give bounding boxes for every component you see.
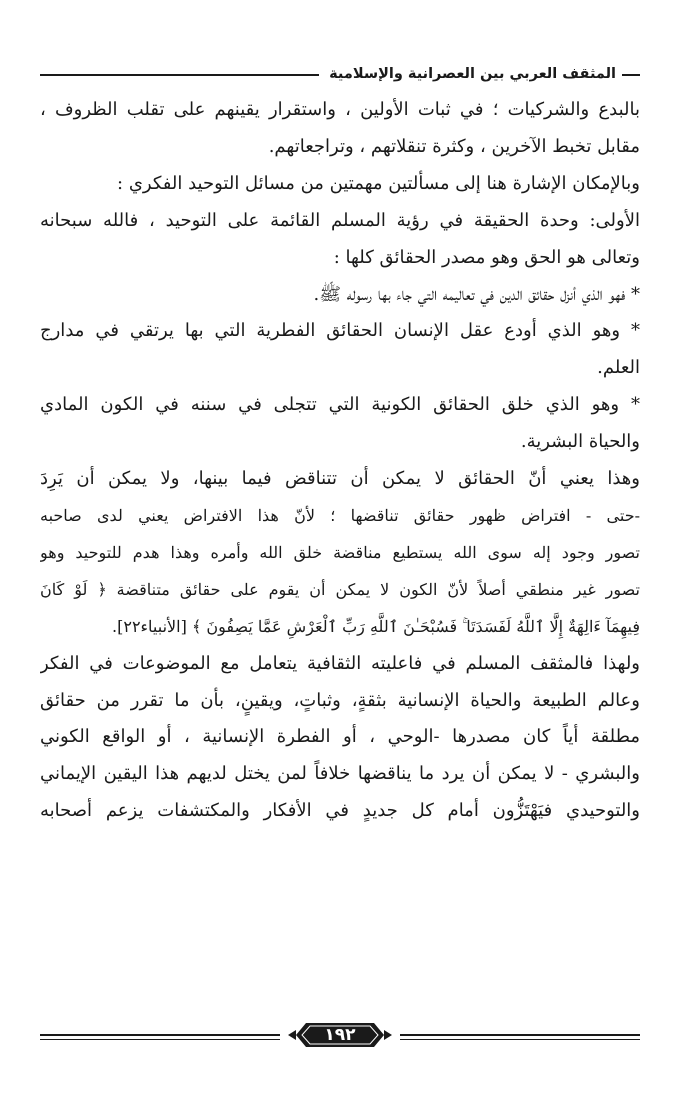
footer-rule-left-thin — [40, 1039, 280, 1040]
footer-rule-right-thin — [400, 1039, 640, 1040]
page-number: ١٩٢ — [324, 1025, 356, 1045]
text-line: الأولى: وحدة الحقيقة في رؤية المسلم القائمة على التوحيد ، فالله سبحانه — [40, 209, 640, 231]
text-line: ولهذا فالمثقف المسلم في فاعليته الثقافية يتعامل مع الموضوعات في الفكر — [40, 652, 640, 674]
text-line: العلم. — [597, 357, 640, 379]
running-header-title: المثقف العربي بين العصرانية والإسلامية — [329, 66, 616, 82]
text-line: والبشري - لا يمكن أن يرد ما يناقضها خلافاً لمن يختل لديهم هذا اليقين الإيماني — [40, 763, 640, 785]
quran-verse-line: فِيهِمَآ ءَالِهَةٌ إِلَّا ٱللَّهُ لَفَسَدَتَا ۚ فَسُبْحَـٰنَ ٱللَّهِ رَبِّ ٱلْعَرْشِ عَمَّا يَصِفُونَ ﴾ [الأنبياء٢٢]. — [112, 616, 640, 636]
text-line: والحياة البشرية. — [520, 431, 640, 453]
text-line: وهذا يعني أنّ الحقائق لا يمكن أن تتناقض فيما بينها، ولا يمكن أن يَرِدَ — [40, 468, 640, 490]
header-rule-right — [622, 74, 640, 76]
text-line: وبالإمكان الإشارة هنا إلى مسألتين مهمتين من مسائل التوحيد الفكري : — [117, 172, 640, 194]
text-line: بالبدع والشركيات ؛ في ثبات الأولين ، واستقرار يقينهم على تقلب الظروف ، — [40, 99, 640, 120]
text-line: والتوحيدي فيَهْتَزُّون أمام كل جديدٍ في الأفكار والمكتشفات يزعم أصحابه — [40, 800, 640, 822]
text-line: -حتى - افتراض ظهور حقائق تناقضها ؛ لأنّ هذا الافتراض يعني لدى صاحبه — [40, 505, 640, 525]
text-line: تصور غير منطقي أصلاً لأنّ الكون لا يمكن أن يقوم على حقائق متناقضة ﴿ لَوْ كَانَ — [40, 579, 640, 599]
page-number-badge — [288, 1019, 392, 1051]
footer-rule-left — [40, 1034, 280, 1036]
text-line: تصور وجود إله سوى الله يستطيع مناقضة خلق الله وأمره وهذا هدم للتوحيد وهو — [40, 542, 640, 562]
text-line: مطلقة أياً كان مصدرها -الوحي ، أو الفطرة الإنسانية ، أو الواقع الكوني — [40, 726, 640, 748]
page-footer — [40, 1015, 640, 1055]
running-header — [40, 62, 640, 86]
text-line: * وهو الذي خلق الحقائق الكونية التي تتجلى في سننه في الكون المادي — [40, 394, 640, 416]
footer-rule-right — [400, 1034, 640, 1036]
text-line: * وهو الذي أودع عقل الإنسان الحقائق الفطرية التي بها يرتقي في مدارج — [40, 320, 640, 342]
text-line: * فهو الذي أنزل حقائق الدين في تعاليمه التي جاء بها رسوله ﷺ. — [313, 283, 640, 305]
text-line: وتعالى هو الحق وهو مصدر الحقائق كلها : — [333, 246, 640, 268]
text-line: مقابل تخبط الآخرين ، وكثرة تنقلاتهم ، وتراجعاتهم. — [268, 135, 640, 157]
text-line: وعالم الطبيعة والحياة الإنسانية بثقةٍ، وثباتٍ، ويقينٍ، بأن ما تقرر من حقائق — [40, 689, 640, 711]
page-body — [40, 92, 640, 830]
header-rule — [40, 74, 319, 76]
